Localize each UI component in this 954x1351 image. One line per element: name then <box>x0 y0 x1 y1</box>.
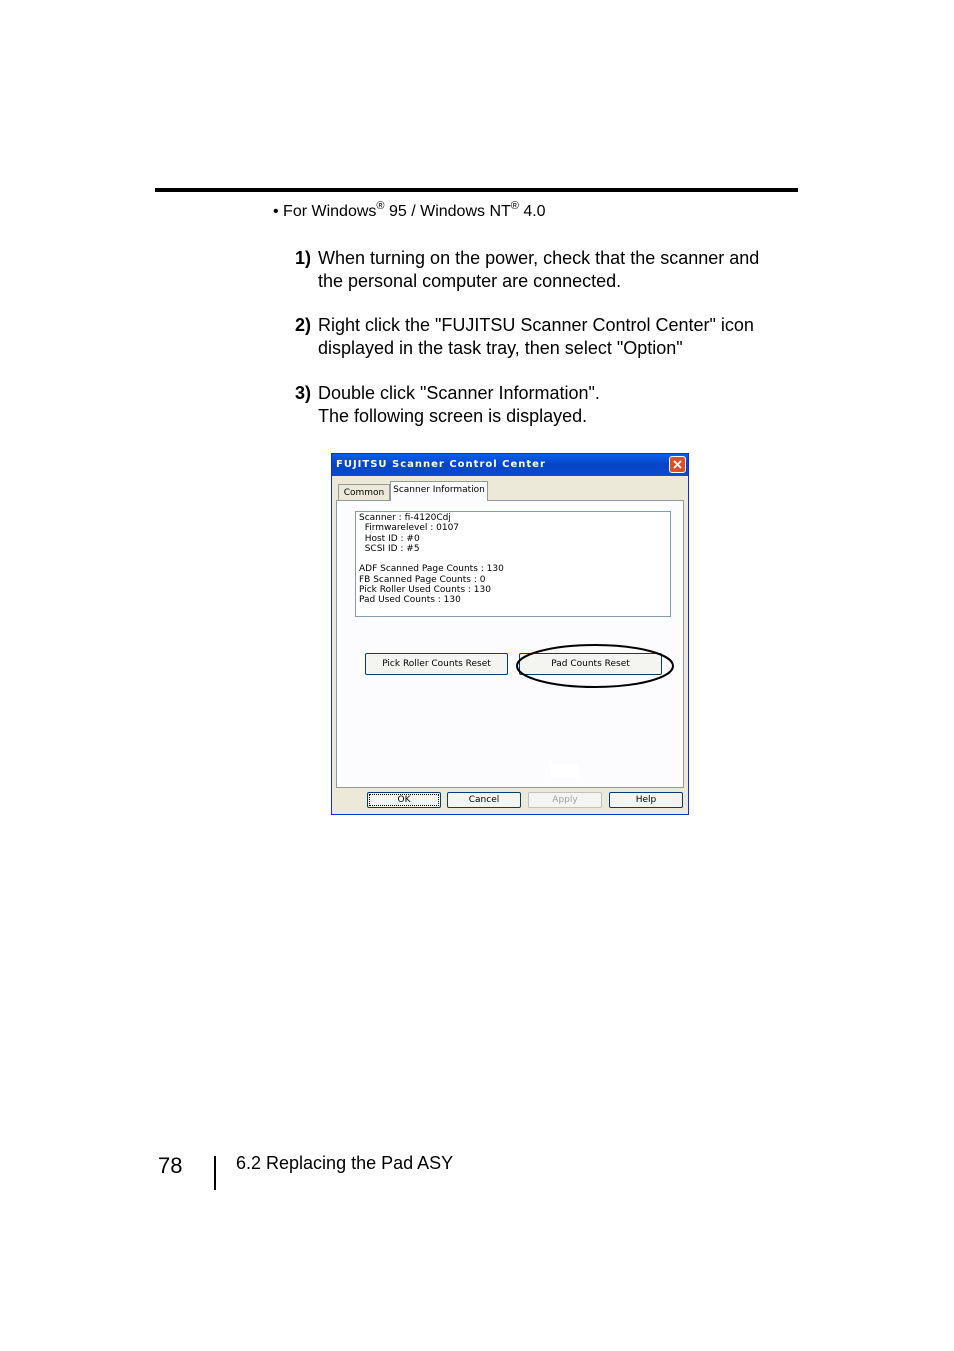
section-title: 6.2 Replacing the Pad ASY <box>236 1153 454 1173</box>
step-1: 1) When turning on the power, check that the scanner and the personal computer are connected. <box>295 248 760 291</box>
ok-button[interactable]: OK <box>367 792 441 808</box>
cancel-button[interactable]: Cancel <box>447 792 521 808</box>
pad-counts-reset-button[interactable]: Pad Counts Reset <box>519 653 662 675</box>
close-icon <box>673 460 682 469</box>
header-rule <box>155 188 798 192</box>
scanner-control-center-dialog <box>331 453 689 815</box>
tab-panel <box>336 500 684 788</box>
highlight-ellipse <box>515 643 675 689</box>
dialog-title: FUJITSU Scanner Control Center <box>336 459 546 470</box>
scanner-info-box: Scanner : fi-4120Cdj Firmwarelevel : 0107 Host ID : #0 SCSI ID : #5 ADF Scanned Page Counts : 130 FB Scanned Page Counts : 0 Pick Roller Used Counts : 130 Pad Used Counts : 130 <box>355 511 671 617</box>
step-3: 3) Double click "Scanner Information". The following screen is displayed. <box>295 383 600 426</box>
help-button[interactable]: Help <box>609 792 683 808</box>
step-2: 2) Right click the "FUJITSU Scanner Control Center" icon displayed in the task tray, then select "Option" <box>295 315 754 358</box>
os-heading: • For Windows® 95 / Windows NT® 4.0 <box>273 200 546 220</box>
pick-roller-counts-reset-button[interactable]: Pick Roller Counts Reset <box>365 653 508 675</box>
dialog-titlebar <box>332 454 688 476</box>
page-number: 78 <box>158 1153 183 1178</box>
close-button[interactable] <box>669 456 686 473</box>
tab-scanner-information[interactable]: Scanner Information <box>390 481 488 501</box>
apply-button[interactable]: Apply <box>528 792 602 808</box>
footer-divider <box>214 1156 216 1190</box>
tab-common[interactable]: Common <box>338 484 390 500</box>
bullet-dot: • <box>273 203 284 220</box>
blank-area <box>551 764 579 778</box>
